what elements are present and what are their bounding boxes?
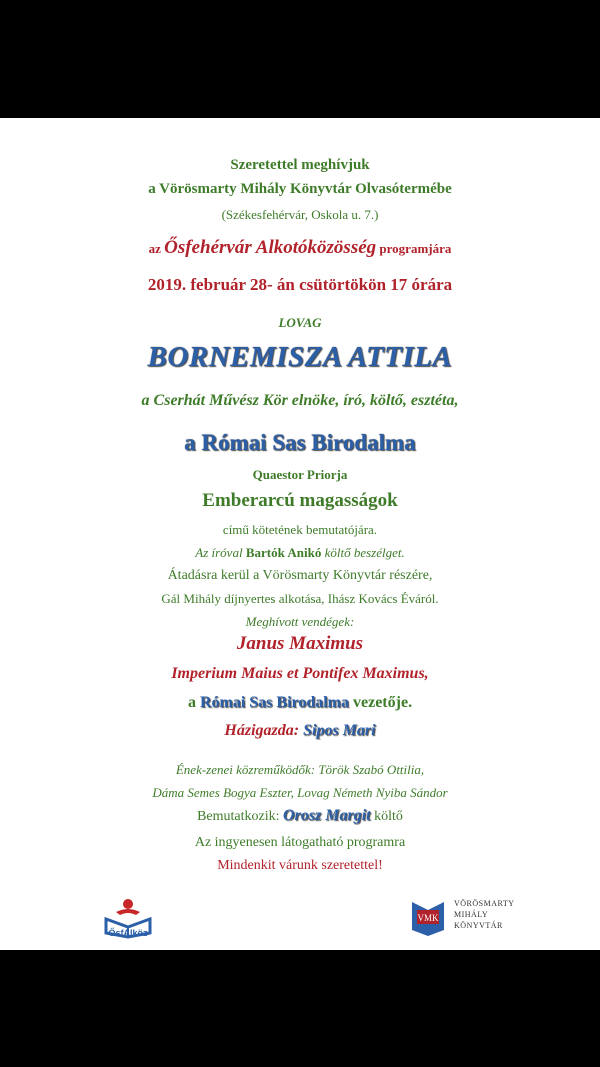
invite-program-line	[0, 237, 600, 259]
conversation-prefix: Az íróval	[195, 545, 246, 560]
invite-host-line	[0, 722, 600, 740]
invite-leader-line	[0, 694, 600, 712]
introduce-label: Bemutatkozik:	[197, 809, 284, 824]
invite-date: 2019. február 28- án csütörtökön 17 órára	[147, 275, 453, 294]
invite-quaestor: Quaestor Priorja	[252, 467, 348, 482]
invite-performers-1: Ének-zenei közreműködők: Török Szabó Ottilia,	[175, 762, 425, 777]
vmk-line-3: KÖNYVTÁR	[454, 921, 503, 930]
conversation-suffix: költő beszélget.	[321, 545, 405, 560]
program-prefix: az	[148, 241, 165, 256]
invite-free-entry: Az ingyenesen látogatható programra	[194, 835, 406, 850]
program-organizer: Ősfehérvár Alkotóközösség	[164, 237, 377, 258]
vmk-logo-mark: VMK	[417, 913, 439, 923]
invite-guest-roles: a Cserhát Művész Kör elnöke, író, költő, esztéta,	[141, 392, 459, 409]
invite-welcome: Mindenkit várunk szeretettel!	[217, 858, 383, 873]
introduce-suffix: költő	[370, 809, 403, 824]
invite-performers-2: Dáma Semes Bogya Eszter, Lovag Németh Nyiba Sándor	[152, 785, 448, 800]
osfalkoz-logo-text: ŐsfAlköz	[108, 928, 148, 938]
conversation-name: Bartók Anikó	[245, 545, 322, 560]
vmk-line-1: VÖRÖSMARTY	[454, 899, 515, 908]
invite-venue: a Vörösmarty Mihály Könyvtár Olvasótermébe	[148, 181, 452, 197]
invite-guest-janus: Janus Maximus	[236, 633, 364, 654]
invite-introduce-line	[0, 807, 600, 825]
invite-artwork: Gál Mihály díjnyertes alkotása, Ihász Kovács Éváról.	[161, 591, 439, 606]
invite-handover: Átadásra kerül a Vörösmarty Könyvtár részére,	[167, 568, 433, 583]
invite-guests-label: Meghívott vendégek:	[245, 614, 355, 629]
invite-book-title: Emberarcú magasságok	[202, 490, 398, 511]
leader-prefix: a	[187, 694, 200, 711]
invite-greeting: Szeretettel meghívjuk	[230, 157, 370, 173]
invite-empire-name: a Római Sas Birodalma	[184, 430, 416, 455]
leader-empire: Római Sas Birodalma	[199, 694, 349, 711]
host-name: Sipos Mari	[303, 722, 376, 739]
leader-suffix: vezetője.	[349, 694, 413, 711]
invite-guest-titles: Imperium Maius et Pontifex Maximus,	[171, 665, 429, 682]
invite-book-presentation: című kötetének bemutatójára.	[222, 522, 378, 537]
invite-guest-name: BORNEMISZA ATTILA	[147, 341, 453, 373]
vmk-logo-text	[454, 898, 515, 931]
invite-conversation	[0, 545, 600, 561]
vmk-line-2: MIHÁLY	[454, 910, 489, 919]
host-label: Házigazda:	[224, 722, 304, 739]
invite-address: (Székesfehérvár, Oskola u. 7.)	[221, 207, 379, 222]
introduce-name: Orosz Margit	[283, 807, 371, 824]
invite-title-lovag: LOVAG	[278, 315, 322, 330]
program-suffix: programjára	[376, 241, 452, 256]
vmk-logo-icon	[408, 896, 448, 936]
